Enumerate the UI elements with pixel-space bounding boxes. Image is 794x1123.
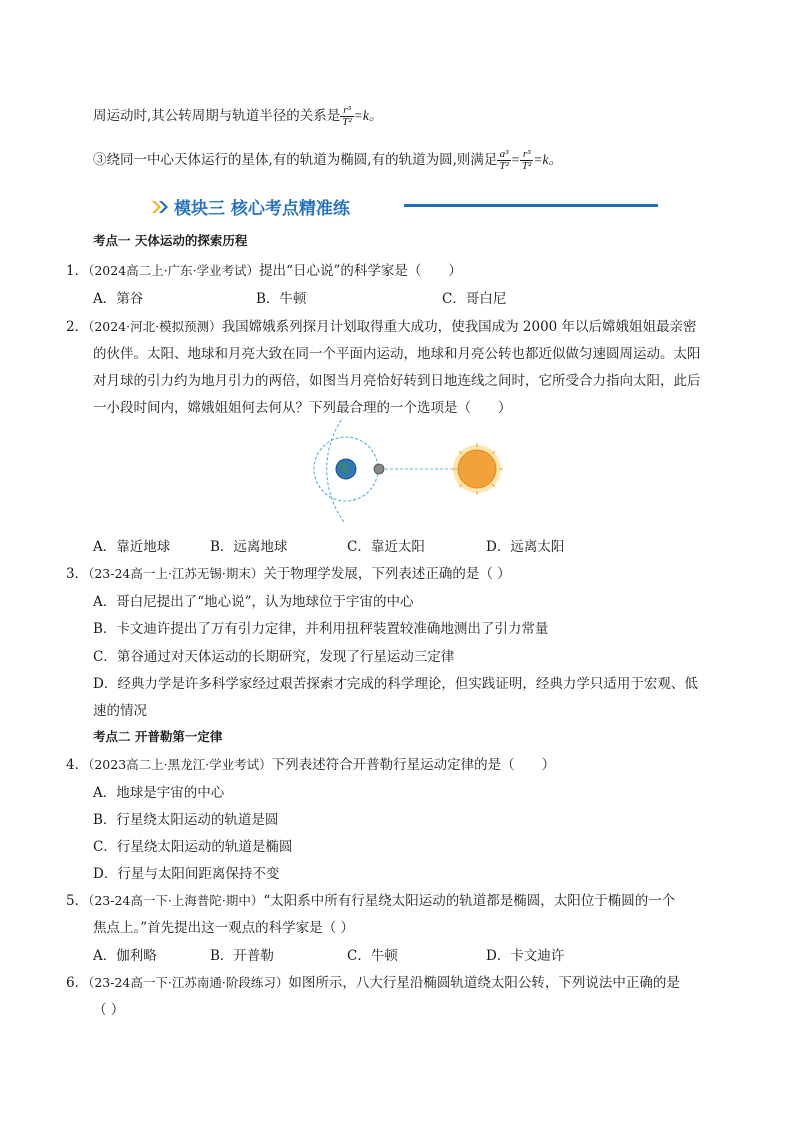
q2-line-2: 的伙伴。太阳、地球和月亮大致在同一个平面内运动，地球和月亮公转也都近似做匀速圆周运动。太阳 [93, 346, 701, 362]
sun [451, 443, 503, 495]
q6-line-2: （ ） [93, 1002, 125, 1018]
question-3: 3．（23-24高一上·江苏无锡·期末）关于物理学发展，下列表述正确的是（ ） [66, 566, 511, 582]
circle-fraction: $\frac{\text{r³}}{\text{T²}}$ [521, 148, 532, 172]
question-5: 5．（23-24高一下·上海普陀·期中）“太阳系中所有行星绕太阳运动的轨道都是椭圆，太阳位于椭圆的一个 [66, 893, 676, 909]
module-header [150, 194, 350, 219]
question-6: 6．（23-24高一下·江苏南通·阶段练习）如图所示，八大行星沿椭圆轨道绕太阳公转，下列说法中正确的是 [66, 975, 680, 991]
q4-option-b: B．行星绕太阳运动的轨道是圆 [93, 812, 279, 828]
q4-option-d: D．行星与太阳间距离保持不变 [93, 866, 280, 882]
q2-line-4: 一小段时间内，嫦娥姐姐何去何从？下列最合理的一个选项是（ ） [93, 400, 512, 416]
q5-option-a: A．伽利略 [93, 948, 157, 964]
kepler-fraction: $\frac{\text{r³}}{\text{T²}}$ [342, 104, 352, 128]
question-1: 1．（2024高二上·广东·学业考试）提出“日心说”的科学家是（ ） [66, 263, 462, 279]
question-2: 2．（2024·河北·模拟预测）我国嫦娥系列探月计划取得重大成功，使我国成为 2000 年以后嫦娥姐姐最亲密 [66, 319, 697, 335]
q5-option-c: C．牛顿 [347, 948, 398, 964]
moon [374, 464, 384, 474]
sun-earth-moon-figure [306, 418, 506, 522]
q2-line-3: 对月球的引力约为地月引力的两倍，如图当月亮恰好转到日地连线之间时，它所受合力指向太阳，此后 [93, 373, 701, 389]
q1-option-b: B．牛顿 [256, 291, 307, 307]
q5-option-d: D．卡文迪许 [486, 948, 565, 964]
intro-line-1: 周运动时,其公转周期与轨道半径的关系是 $\frac{\text{r³}}{\text{T²}}$ =k。 [93, 104, 383, 128]
q2-option-d: D．远离太阳 [486, 539, 565, 555]
intro-line-2: ③绕同一中心天体运行的星体,有的轨道为椭圆,有的轨道为圆,则满足 $\frac{\text{a³}}{\text{T²}}$ = $\frac{\text{r³}}{\text{T²}}$ =k。 [93, 148, 562, 172]
question-4: 4．（2023高二上·黑龙江·学业考试）下列表述符合开普勒行星运动定律的是（ ） [66, 757, 556, 773]
q2-option-c: C．靠近太阳 [347, 539, 425, 555]
q4-option-c: C．行星绕太阳运动的轨道是椭圆 [93, 839, 293, 855]
section-heading-2: 考点二 开普勒第一定律 [93, 729, 223, 744]
module-divider [404, 204, 658, 207]
ellipse-fraction: $\frac{\text{a³}}{\text{T²}}$ [499, 148, 509, 172]
q3-option-d: D．经典力学是许多科学家经过艰苦探索才完成的科学理论，但实践证明，经典力学只适用于宏观、低 [93, 676, 698, 692]
q2-option-b: B．远离地球 [210, 539, 288, 555]
q3-option-b: B．卡文迪许提出了万有引力定律，并利用扭秤装置较准确地测出了引力常量 [93, 621, 549, 637]
q4-option-a: A．地球是宇宙的中心 [93, 785, 225, 801]
q5-option-b: B．开普勒 [210, 948, 274, 964]
section-heading-1: 考点一 天体运动的探索历程 [93, 233, 248, 248]
q1-option-a: A．第谷 [93, 291, 144, 307]
double-chevron-icon [150, 199, 170, 215]
q3-option-a: A．哥白尼提出了“地心说”，认为地球位于宇宙的中心 [93, 594, 414, 610]
q5-line-2: 焦点上。”首先提出这一观点的科学家是（ ） [93, 920, 354, 936]
q1-option-c: C．哥白尼 [442, 291, 507, 307]
module-title: 模块三 核心考点精准练 [174, 199, 350, 219]
q3-option-c: C．第谷通过对天体运动的长期研究，发现了行星运动三定律 [93, 649, 455, 665]
q3-option-d-cont: 速的情况 [93, 703, 147, 719]
q2-option-a: A．靠近地球 [93, 539, 171, 555]
